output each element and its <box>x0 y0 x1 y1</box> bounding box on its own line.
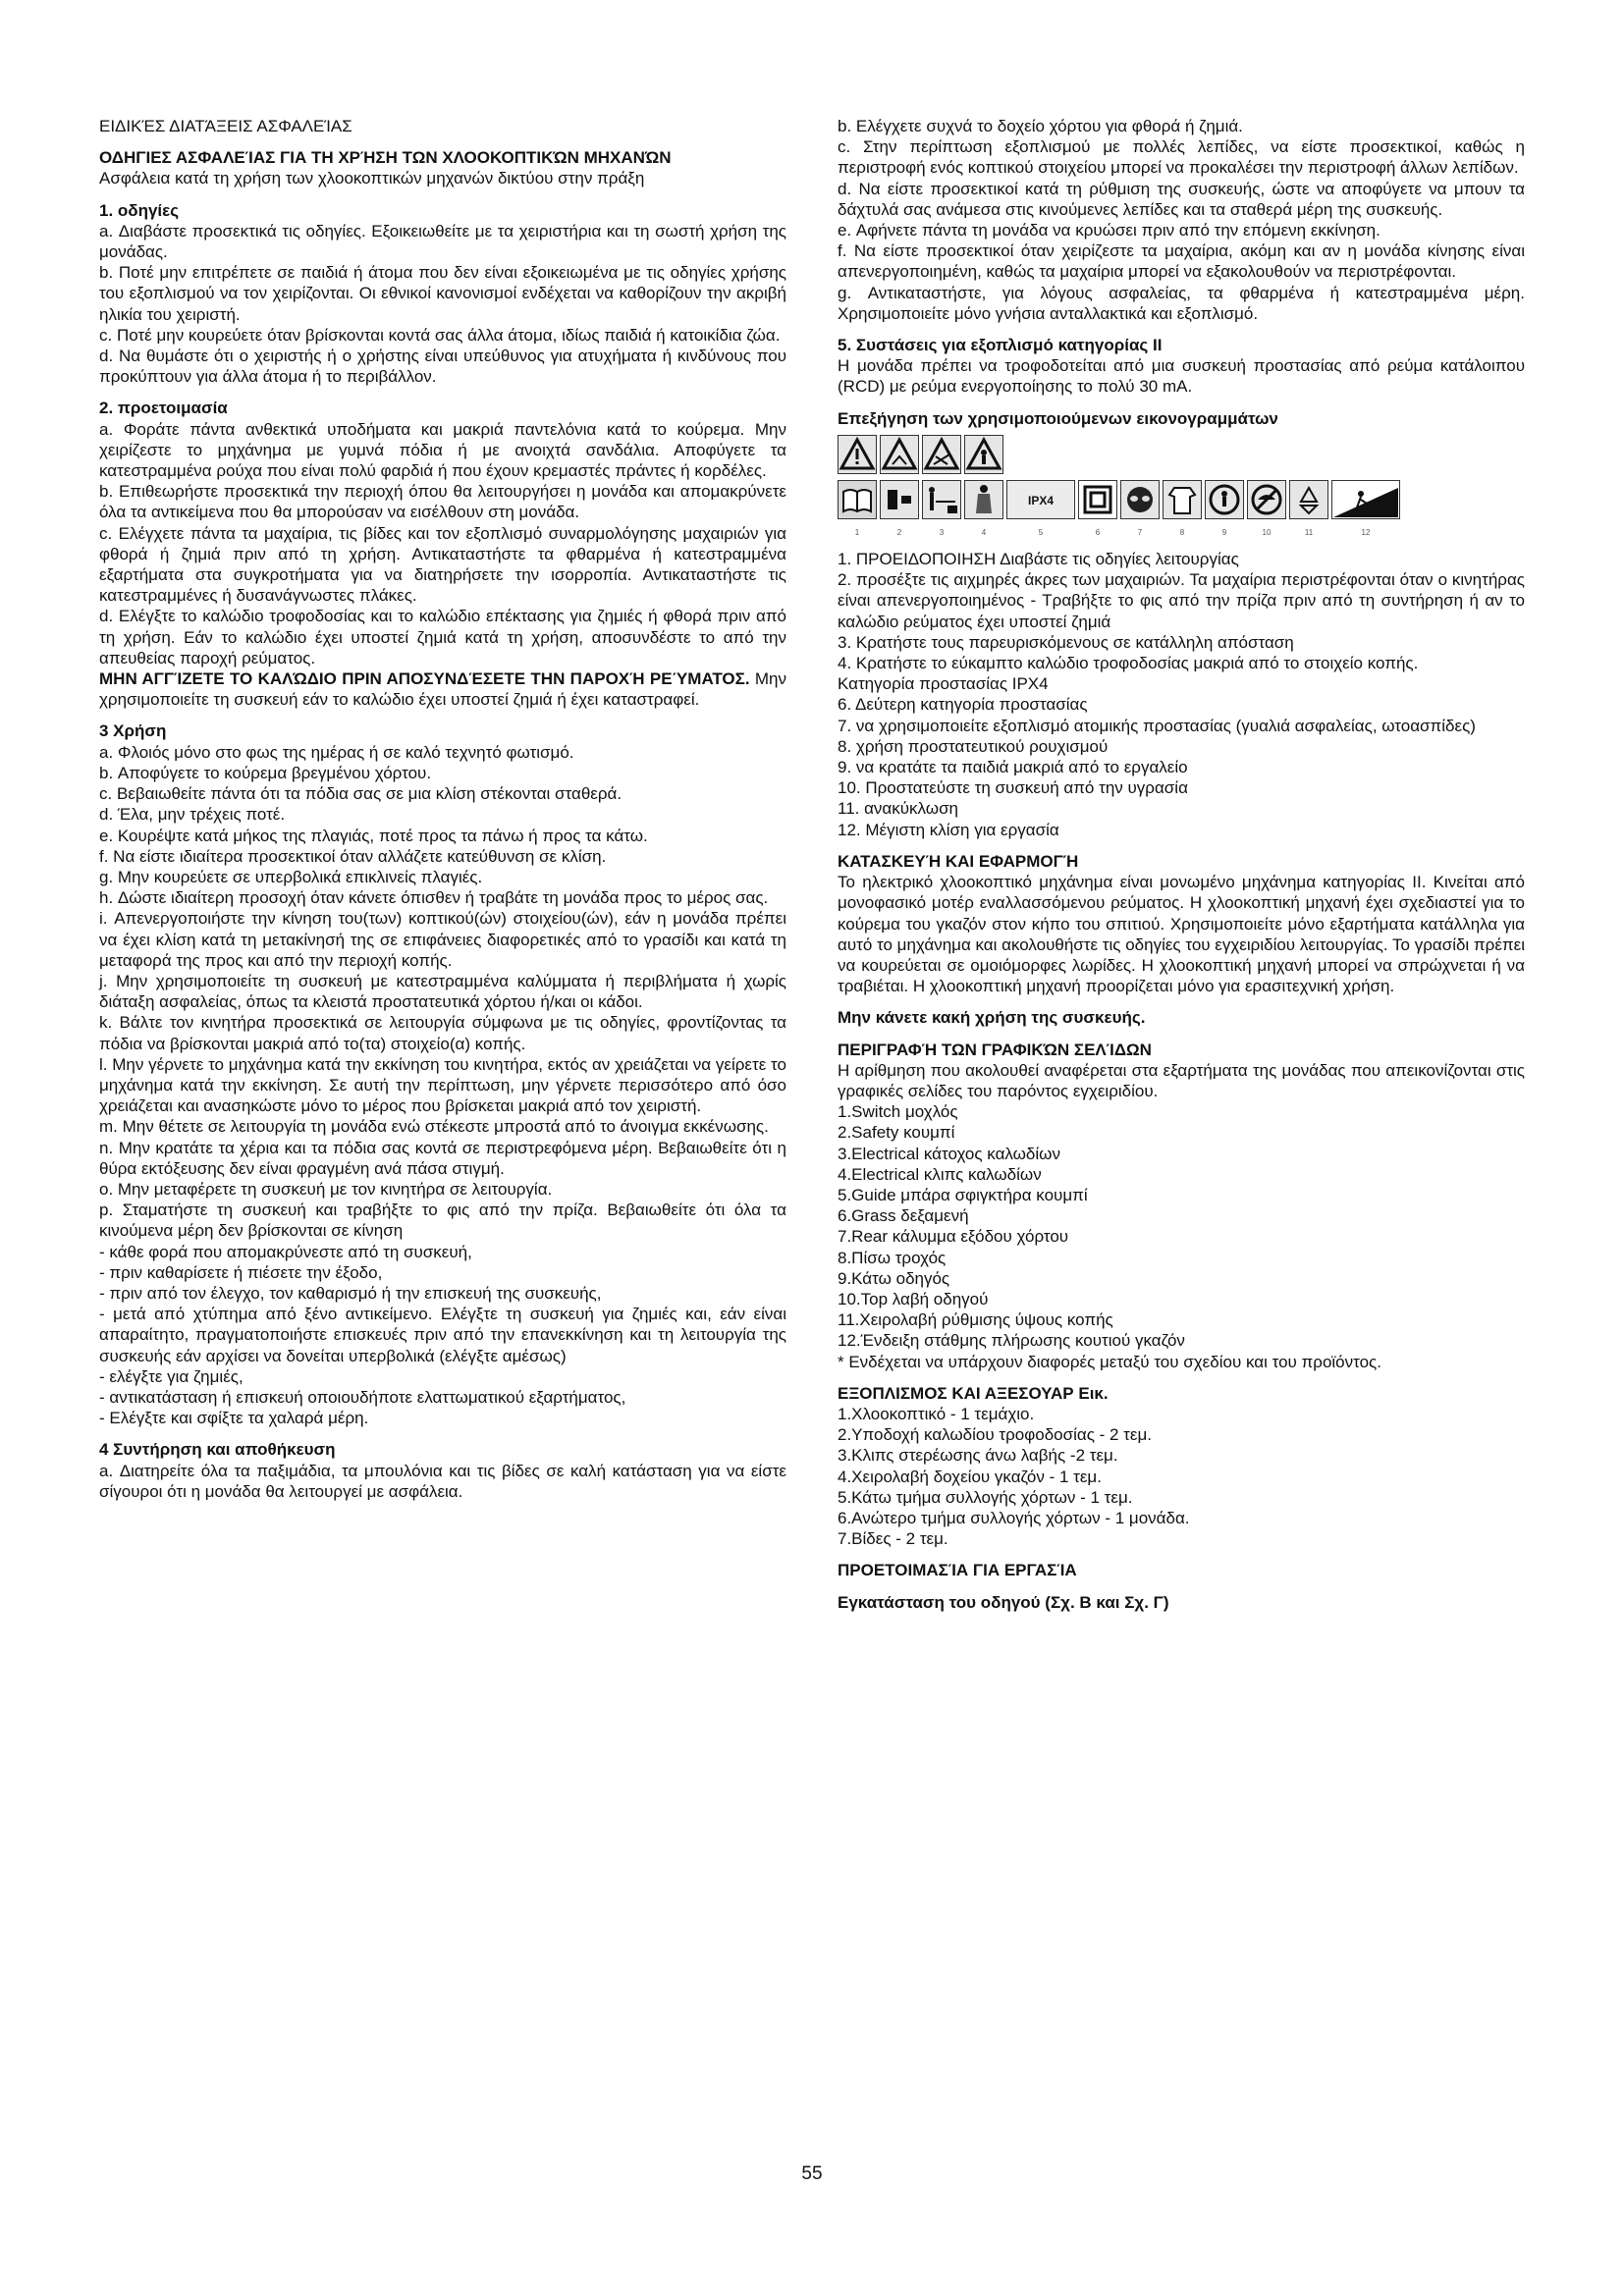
paragraph: a. Φοράτε πάντα ανθεκτικά υποδήματα και μακριά παντελόνια κατά το κούρεμα. Μην χειρίζεστε το μηχάνημα με γυμνά πόδια ή με ανοιχτά σανδάλια. Αποφύγετε τα κατεστραμμένα ρούχα που είναι πολύ φαρδιά ή που έχουν κρεμαστές πράντες ή κορδέλες. <box>99 419 786 481</box>
paragraph: a. Φλοιός μόνο στο φως της ημέρας ή σε καλό τεχνητό φωτισμό. <box>99 742 574 762</box>
construction-title: ΚΑΤΑΣΚΕΥΉ ΚΑΙ ΕΦΑΡΜΟΓΉ <box>838 851 1079 871</box>
icon-number: 10 <box>1262 527 1272 537</box>
icon-number: 11 <box>1304 527 1314 537</box>
keep-distance-icon <box>922 480 961 519</box>
paragraph: g. Αντικαταστήστε, για λόγους ασφαλείας, τα φθαρμένα ή κατεστραμμένα μέρη. Χρησιμοποιείτε μόνο γνήσια ανταλλακτικά και εξοπλισμό. <box>838 283 1525 323</box>
pictogram-legend-item: 1. ΠΡΟΕΙΔΟΠΟΙΗΣΗ Διαβάστε τις οδηγίες λειτουργίας <box>838 550 1239 569</box>
bystander-warning-icon <box>964 435 1003 474</box>
paragraph: - πριν καθαρίσετε ή πιέσετε την έξοδο, <box>99 1262 383 1282</box>
graphics-text: Η αρίθμηση που ακολουθεί αναφέρεται στα εξαρτήματα της μονάδας που απεικονίζονται στις γραφικές σελίδες του παρόντος εγχειριδίου. <box>838 1060 1525 1100</box>
paragraph: a. Διατηρείτε όλα τα παξιμάδια, τα μπουλόνια και τις βίδες σε καλή κατάσταση για να είστε σίγουροι ότι η μονάδα θα λειτουργεί με ασφάλεια. <box>99 1461 786 1501</box>
paragraph: i. Απενεργοποιήστε την κίνηση του(των) κοπτικού(ών) στοιχείου(ών), εάν η μονάδα πρέπει να έχει κλίση κατά τη μετακίνησή της σε επιφάνειες διαφορετικές από το γρασίδι και κατά τη μεταφορά της προς και από την περιοχή κοπής. <box>99 909 786 970</box>
pictogram-legend-item: 11. ανακύκλωση <box>838 799 959 819</box>
clothing-icon <box>1163 480 1202 519</box>
paragraph: g. Μην κουρεύετε σε υπερβολικά επικλινείς πλαγιές. <box>99 867 483 886</box>
right-column <box>838 116 1525 1613</box>
part-item: 12.Ένδειξη στάθμης πλήρωσης κουτιού γκαζόν <box>838 1331 1185 1351</box>
paragraph: d. Να θυμάστε ότι ο χειριστής ή ο χρήστης είναι υπεύθυνος για ατυχήματα ή κινδύνους που προκύπτουν για άλλα άτομα ή το περιβάλλον. <box>99 347 786 387</box>
misuse-warning: Μην κάνετε κακή χρήση της συσκευής. <box>838 1008 1146 1028</box>
equipment-item: 3.Κλιπς στερέωσης άνω λαβής -2 τεμ. <box>838 1446 1118 1466</box>
paragraph: k. Βάλτε τον κινητήρα προσεκτικά σε λειτουργία σύμφωνα με τις οδηγίες, φροντίζοντας τα πόδια να βρίσκονται μακριά από το(τα) στοιχείο(α) κοπής. <box>99 1013 786 1053</box>
icon-number: 8 <box>1179 527 1185 537</box>
safety-intro: Ασφάλεια κατά τη χρήση των χλοοκοπτικών μηχανών δικτύου στην πράξη <box>99 169 645 188</box>
part-item: 1.Switch μοχλός <box>838 1102 958 1122</box>
left-column <box>99 116 786 1502</box>
book-icon <box>838 480 877 519</box>
equipment-item: 7.Βίδες - 2 τεμ. <box>838 1529 948 1549</box>
pictogram-legend-item: 2. προσέξτε τις αιχμηρές άκρες των μαχαιριών. Τα μαχαίρια περιστρέφονται όταν ο κινητήρας είναι απενεργοποιημένος - Τραβήξτε το φις από την πρίζα πριν από τη συντήρηση ή αν το καλώδιο ρεύματος έχει υποστεί ζημιά <box>838 570 1525 631</box>
icon-number: 5 <box>1038 527 1044 537</box>
ipx4-icon <box>1006 480 1075 519</box>
paragraph: - Ελέγξτε και σφίξτε τα χαλαρά μέρη. <box>99 1409 369 1428</box>
pictogram-legend-item: 9. να κρατάτε τα παιδιά μακριά από το εργαλείο <box>838 758 1188 777</box>
part-item: 7.Rear κάλυμμα εξόδου χόρτου <box>838 1227 1069 1247</box>
pictogram-legend-item: 3. Κρατήστε τους παρευρισκόμενους σε κατάλληλη απόσταση <box>838 632 1294 652</box>
cord-away-icon <box>964 480 1003 519</box>
pictogram-strip <box>838 435 1525 543</box>
part-item: 9.Κάτω οδηγός <box>838 1268 950 1288</box>
paragraph: b. Ελέγχετε συχνά το δοχείο χόρτου για φθορά ή ζημιά. <box>838 117 1243 135</box>
part-item: 5.Guide μπάρα σφιγκτήρα κουμπί <box>838 1185 1088 1204</box>
read-manual-warning-icon <box>880 435 919 474</box>
warning-icon-row <box>838 435 1525 474</box>
warning-triangle-icon <box>838 435 877 474</box>
part-item: 6.Grass δεξαμενή <box>838 1206 969 1226</box>
paragraph: - πριν από τον έλεγχο, τον καθαρισμό ή την επισκευή της συσκευής, <box>99 1283 602 1303</box>
class-ii-title: 5. Συστάσεις για εξοπλισμό κατηγορίας II <box>838 336 1163 355</box>
pictogram-number-row <box>838 522 1525 543</box>
use-title: 3 Χρήση <box>99 721 167 741</box>
part-item: 11.Χειρολαβή ρύθμισης ύψους κοπής <box>838 1310 1113 1330</box>
part-item: 8.Πίσω τροχός <box>838 1248 947 1267</box>
paragraph: l. Μην γέρνετε το μηχάνημα κατά την εκκίνηση του κινητήρα, εκτός αν χρειάζεται να γείρετε το μηχάνημα κατά την εκκίνηση. Σε αυτή την περίπτωση, μην γέρνετε περισσότερο από όσο χρειάζεται και ανασηκώστε μόνο το μέρος που βρίσκεται μακριά από τον χειριστή. <box>99 1054 786 1116</box>
icon-number: 1 <box>854 527 860 537</box>
equipment-title: ΕΞΟΠΛΙΣΜΟΣ ΚΑΙ ΑΞΕΣΟΥΑΡ Εικ. <box>838 1383 1109 1403</box>
no-rain-icon <box>1247 480 1286 519</box>
equipment-item: 5.Κάτω τμήμα συλλογής χόρτων - 1 τεμ. <box>838 1487 1133 1507</box>
part-item: 3.Electrical κάτοχος καλωδίων <box>838 1144 1060 1163</box>
paragraph: b. Αποφύγετε το κούρεμα βρεγμένου χόρτου. <box>99 763 432 782</box>
paragraph: h. Δώστε ιδιαίτερη προσοχή όταν κάνετε όπισθεν ή τραβάτε τη μονάδα προς το μέρος σας. <box>99 888 769 908</box>
parts-footnote: * Ενδέχεται να υπάρχουν διαφορές μεταξύ του σχεδίου και του προϊόντος. <box>838 1352 1381 1371</box>
cable-warning <box>99 668 786 710</box>
preparation-title: 2. προετοιμασία <box>99 399 228 418</box>
paragraph: c. Βεβαιωθείτε πάντα ότι τα πόδια σας σε μια κλίση στέκονται σταθερά. <box>99 784 623 804</box>
cable-warning-bold: ΜΗΝ ΑΓΓΊΖΕΤΕ ΤΟ ΚΑΛΏΔΙΟ ΠΡΙΝ ΑΠΟΣΥΝΔΈΣΕΤΕ ΤΗΝ ΠΑΡΟΧΉ ΡΕΎΜΑΤΟΣ. <box>99 669 750 689</box>
maintenance-title: 4 Συντήρηση και αποθήκευση <box>99 1440 336 1460</box>
paragraph: e. Κουρέψτε κατά μήκος της πλαγιάς, ποτέ προς τα πάνω ή προς τα κάτω. <box>99 826 648 845</box>
paragraph: - αντικατάσταση ή επισκευή οποιουδήποτε ελαττωματικού εξαρτήματος, <box>99 1387 626 1407</box>
paragraph: o. Μην μεταφέρετε τη συσκευή με τον κινητήρα σε λειτουργία. <box>99 1179 553 1199</box>
max-slope-icon <box>1331 480 1400 519</box>
pictogram-legend-item: 4. Κρατήστε το εύκαμπτο καλώδιο τροφοδοσίας μακριά από το στοιχείο κοπής. <box>838 654 1419 673</box>
paragraph: b. Επιθεωρήστε προσεκτικά την περιοχή όπου θα λειτουργήσει η μονάδα και απομακρύνετε όλα τα αντικείμενα που θα μπορούσαν να εισέλθουν στη μονάδα. <box>99 482 786 522</box>
instructions-title: 1. οδηγίες <box>99 200 180 220</box>
paragraph: a. Διαβάστε προσεκτικά τις οδηγίες. Εξοικειωθείτε με τα χειριστήρια και τη σωστή χρήση της μονάδας. <box>99 221 786 262</box>
paragraph: c. Ποτέ μην κουρεύετε όταν βρίσκονται κοντά σας άλλα άτομα, ιδίως παιδιά ή κατοικίδια ζώα. <box>99 325 781 345</box>
paragraph: - μετά από χτύπημα από ξένο αντικείμενο. Ελέγξτε τη συσκευή για ζημιές και, εάν είναι απαραίτητο, πραγματοποιήστε επισκευές πριν από την επανεκκίνηση και τη λειτουργία της συσκευής εάν αρχίσει να δονείται υπερβολικά (ελέγξτε αμέσως) <box>99 1305 786 1365</box>
pictogram-legend-item: 8. χρήση προστατευτικού ρουχισμού <box>838 736 1109 756</box>
part-item: 2.Safety κουμπί <box>838 1123 955 1143</box>
part-item: 10.Top λαβή οδηγού <box>838 1289 989 1308</box>
cable-warning-rest: Μην χρησιμοποιείτε τη συσκευή εάν το καλώδιο έχει υποστεί ζημιά ή έχει καταστραφεί. <box>99 669 787 710</box>
paragraph: b. Ποτέ μην επιτρέπετε σε παιδιά ή άτομα που δεν είναι εξοικειωμένα με τις οδηγίες χρήσης του εξοπλισμού να τον χειρίζονται. Οι εθνικοί κανονισμοί ενδέχεται να καθορίζουν την ακριβή ηλικία του χειριστή. <box>99 263 786 324</box>
paragraph: m. Μην θέτετε σε λειτουργία τη μονάδα ενώ στέκεστε μπροστά από το άνοιγμα εκκένωσης. <box>99 1117 769 1137</box>
icon-number: 7 <box>1137 527 1143 537</box>
recycle-icon <box>1289 480 1328 519</box>
handle-install-subtitle: Εγκατάσταση του οδηγού (Σχ. Β και Σχ. Γ) <box>838 1592 1169 1612</box>
blade-hazard-warning-icon <box>922 435 961 474</box>
paragraph: c. Ελέγχετε πάντα τα μαχαίρια, τις βίδες και τον εξοπλισμό συναρμολόγησης μαχαιριών για φθορά ή ζημιά πριν από τη χρήση. Αντικαταστήστε τα φθαρμένα ή κατεστραμμένα εξαρτήματα στα συγκροτήματα για να διατηρήσετε την ισορροπία. Αντικαταστήστε τις κατεστραμμένες ή δυσανάγνωστες πλάκες. <box>99 523 786 606</box>
paragraph: d. Έλα, μην τρέχεις ποτέ. <box>99 805 286 825</box>
ipx4-label: IPX4 <box>1027 493 1055 507</box>
icon-number: 2 <box>896 527 902 537</box>
part-item: 4.Electrical κλιπς καλωδίων <box>838 1164 1042 1184</box>
work-prep-title: ΠΡΟΕΤΟΙΜΑΣΊΑ ΓΙΑ ΕΡΓΑΣΊΑ <box>838 1561 1077 1580</box>
equipment-item: 2.Υποδοχή καλωδίου τροφοδοσίας - 2 τεμ. <box>838 1425 1152 1445</box>
goggles-icon <box>1120 480 1160 519</box>
paragraph: p. Σταματήστε τη συσκευή και τραβήξτε το φις από την πρίζα. Βεβαιωθείτε ότι όλα τα κινούμενα μέρη δεν βρίσκονται σε κίνηση <box>99 1201 786 1241</box>
section-title: ΕΙΔΙΚΈΣ ΔΙΑΤΆΞΕΙΣ ΑΣΦΑΛΕΊΑΣ <box>99 117 352 135</box>
safety-heading: ΟΔΗΓΙΕΣ ΑΣΦΑΛΕΊΑΣ ΓΙΑ ΤΗ ΧΡΉΣΗ ΤΩΝ ΧΛΟΟΚΟΠΤΙΚΏΝ ΜΗΧΑΝΏΝ <box>99 148 672 168</box>
pictogram-legend-item: 10. Προστατεύστε τη συσκευή από την υγρασία <box>838 778 1188 798</box>
icon-number: 9 <box>1221 527 1227 537</box>
paragraph: d. Ελέγξτε το καλώδιο τροφοδοσίας και το καλώδιο επέκτασης για ζημιές ή φθορά πριν από τη χρήση. Εάν το καλώδιο έχει υποστεί ζημιά κατά τη χρήση, αποσυνδέστε το από την απευθείας παροχή ρεύματος. <box>99 607 786 667</box>
paragraph: c. Στην περίπτωση εξοπλισμού με πολλές λεπίδες, να είστε προσεκτικοί, καθώς η περιστροφή ενός κοπτικού στοιχείου μπορεί να προκαλέσει την περιστροφή άλλων λεπίδων. <box>838 137 1525 178</box>
paragraph: e. Αφήνετε πάντα τη μονάδα να κρυώσει πριν από την επόμενη εκκίνηση. <box>838 221 1380 240</box>
double-square-icon <box>1078 480 1117 519</box>
paragraph: f. Να είστε προσεκτικοί όταν χειρίζεστε τα μαχαίρια, ακόμη και αν η μονάδα κίνησης είναι απενεργοποιημένη, καθώς τα μαχαίρια μπορεί να εξακολουθούν να περιστρέφονται. <box>838 241 1525 282</box>
paragraph: f. Να είστε ιδιαίτερα προσεκτικοί όταν αλλάζετε κατεύθυνση σε κλίση. <box>99 846 607 866</box>
paragraph: - ελέγξτε για ζημιές, <box>99 1366 244 1386</box>
paragraph: d. Να είστε προσεκτικοί κατά τη ρύθμιση της συσκευής, ώστε να αποφύγετε να μπουν τα δάχτυλά σας ανάμεσα στις κινούμενες λεπίδες και τα σταθερά μέρη της συσκευής. <box>838 179 1525 219</box>
paragraph: - κάθε φορά που απομακρύνεστε από τη συσκευή, <box>99 1242 472 1261</box>
equipment-item: 4.Χειρολαβή δοχείου γκαζόν - 1 τεμ. <box>838 1467 1102 1486</box>
icon-number: 3 <box>939 527 945 537</box>
equipment-item: 6.Ανώτερο τμήμα συλλογής χόρτων - 1 μονάδα. <box>838 1508 1190 1527</box>
paragraph: Η μονάδα πρέπει να τροφοδοτείται από μια συσκευή προστασίας από ρεύμα κατάλοιπου (RCD) με ρεύμα ενεργοποίησης το πολύ 30 mA. <box>838 356 1525 397</box>
pictogram-legend-item: Κατηγορία προστασίας IPX4 <box>838 674 1049 694</box>
icon-number: 6 <box>1095 527 1101 537</box>
pictogram-legend-item: 6. Δεύτερη κατηγορία προστασίας <box>838 695 1088 715</box>
pictogram-legend-item: 12. Μέγιστη κλίση για εργασία <box>838 820 1059 839</box>
paragraph: j. Μην χρησιμοποιείτε τη συσκευή με κατεστραμμένα καλύμματα ή περιβλήματα ή χωρίς διάταξη ασφαλείας, όπως τα κλειστά προστατευτικά χόρτου ή/και οι κάδοι. <box>99 971 786 1012</box>
pictogram-legend-item: 7. να χρησιμοποιείτε εξοπλισμό ατομικής προστασίας (γυαλιά ασφαλείας, ωτοασπίδες) <box>838 716 1476 735</box>
graphics-title: ΠΕΡΙΓΡΑΦΉ ΤΩΝ ΓΡΑΦΙΚΏΝ ΣΕΛΊΔΩΝ <box>838 1040 1152 1059</box>
equipment-item: 1.Χλοοκοπτικό - 1 τεμάχιο. <box>838 1404 1035 1423</box>
icon-number: 12 <box>1361 527 1371 537</box>
page-number: 55 <box>801 2163 823 2184</box>
pictograms-title: Επεξήγηση των χρησιμοποιούμενων εικονογραμμάτων <box>838 408 1278 428</box>
icon-number: 4 <box>981 527 987 537</box>
unplug-icon <box>880 480 919 519</box>
paragraph: n. Μην κρατάτε τα χέρια και τα πόδια σας κοντά σε περιστρεφόμενα μέρη. Βεβαιωθείτε ότι η θύρα εκτόξευσης δεν είναι φραγμένη ανά πάσα στιγμή. <box>99 1138 786 1178</box>
construction-text: Το ηλεκτρικό χλοοκοπτικό μηχάνημα είναι μονωμένο μηχάνημα κατηγορίας II. Κινείται από μονοφασικό μοτέρ εναλλασσόμενου ρεύματος. Η χλοοκοπτική μηχανή έχει σχεδιαστεί για το κούρεμα του γκαζόν στον κήπο του σπιτιού. Χρησιμοποιείτε μόνο εξαρτήματα κατάλληλα για αυτό το μηχάνημα και ακολουθήστε τις οδηγίες του εγχειριδίου λειτουργίας. Το γρασίδι πρέπει να κουρεύεται σε ομοιόμορφες λωρίδες. Η χλοοκοπτική μηχανή μπορεί να σπρώχνεται ή να τραβιέται. Η χλοοκοπτική μηχανή προορίζεται μόνο για ερασιτεχνική χρήση. <box>838 873 1525 996</box>
info-icon-row <box>838 480 1525 519</box>
children-away-icon <box>1205 480 1244 519</box>
